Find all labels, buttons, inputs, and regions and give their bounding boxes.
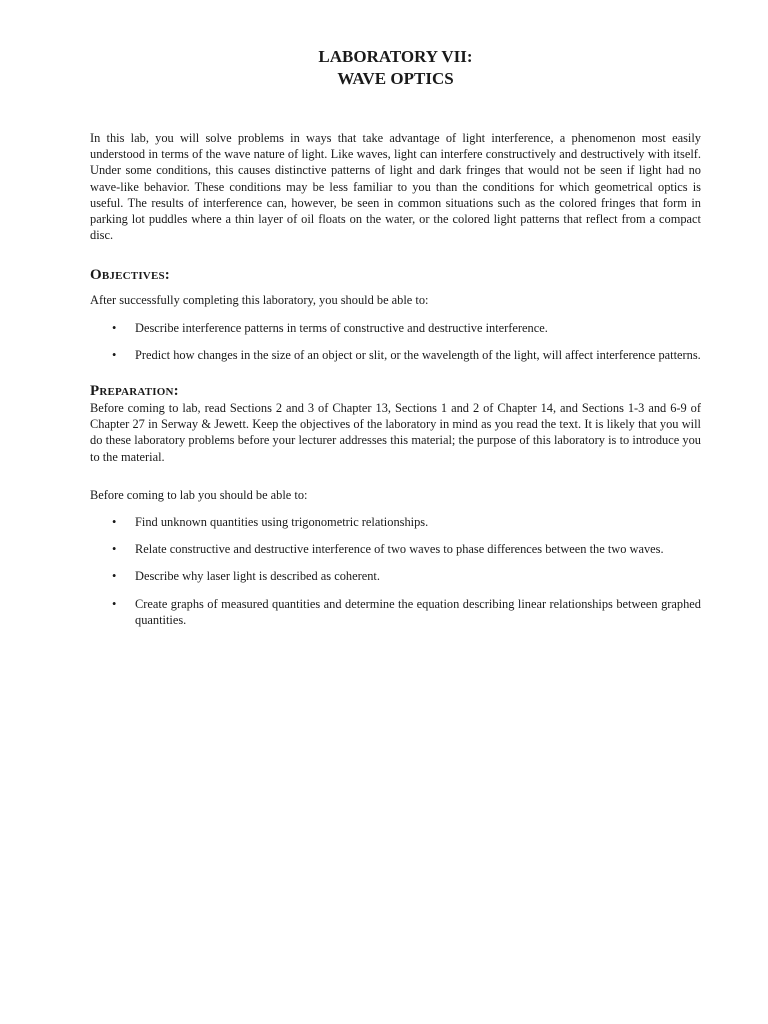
list-item — [90, 596, 701, 628]
page-title — [90, 46, 701, 90]
bullet-icon: • — [112, 347, 117, 362]
objectives-list — [90, 320, 701, 363]
document-page — [90, 46, 701, 628]
objectives-lead: After successfully completing this laboratory, you should be able to: — [90, 293, 429, 308]
preparation-list — [90, 514, 701, 628]
list-item — [90, 541, 701, 557]
preparation-text: Relate constructive and destructive interference of two waves to phase differences between the two waves. — [135, 542, 664, 557]
bullet-icon: • — [112, 320, 117, 335]
objectives-heading: Objectives: — [90, 267, 170, 284]
preparation-heading: Preparation: — [90, 383, 179, 400]
objective-text: Describe interference patterns in terms of constructive and destructive interference. — [135, 320, 548, 335]
list-item — [90, 347, 701, 363]
bullet-icon: • — [112, 569, 117, 584]
list-item — [90, 320, 701, 336]
preparation-text: Find unknown quantities using trigonometric relationships. — [135, 515, 429, 530]
preparation-lead: Before coming to lab you should be able to: — [90, 487, 308, 502]
preparation-paragraph: Before coming to lab, read Sections 2 and 3 of Chapter 13, Sections 1 and 2 of Chapter 14, and Sections 1-3 and 6-9 of Chapter 27 in Serway & Jewett. Keep the objectives of the laboratory in mind as you read the text. It is likely that you will do these laboratory problems before your lecturer addresses this material; the purpose of this laboratory is to introduce you to the material. — [90, 401, 701, 464]
preparation-text: Describe why laser light is described as coherent. — [135, 569, 380, 584]
list-item — [90, 514, 701, 530]
title-line-1: LABORATORY VII: — [318, 47, 473, 66]
title-line-2: WAVE OPTICS — [337, 69, 454, 88]
bullet-icon: • — [112, 542, 117, 557]
objective-text: Predict how changes in the size of an object or slit, or the wavelength of the light, will affect interference patterns. — [135, 347, 701, 362]
preparation-text: Create graphs of measured quantities and determine the equation describing linear relationships between graphed quantities. — [135, 596, 701, 627]
intro-paragraph: In this lab, you will solve problems in ways that take advantage of light interference, a phenomenon most easily understood in terms of the wave nature of light. Like waves, light can interfere constructively and destructively with itself. Under some conditions, this causes distinctive patterns of light and dark fringes that would not be seen if light had no wave-like behavior. These conditions may be less familiar to you than the conditions for which geometrical optics is useful. The results of interference can, however, be seen in common situations such as the colored fringes that form in parking lot puddles where a thin layer of oil floats on the water, or the colored light patterns that reflect from a compact disc. — [90, 131, 701, 243]
bullet-icon: • — [112, 596, 117, 611]
list-item — [90, 568, 701, 584]
bullet-icon: • — [112, 515, 117, 530]
